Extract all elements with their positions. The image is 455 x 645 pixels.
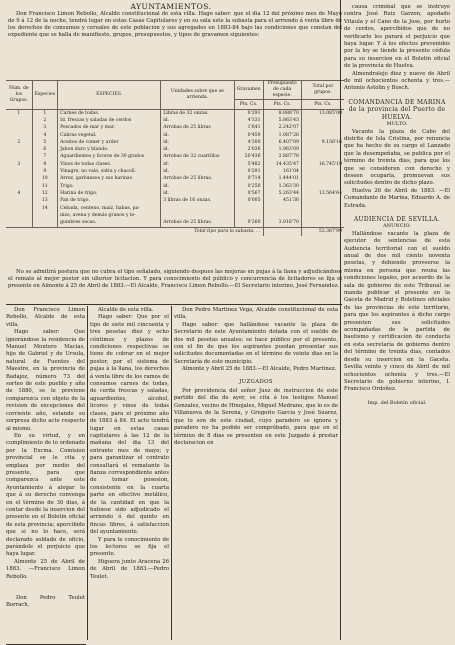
cell-especie-num: 13 (32, 198, 58, 205)
cell-unidad: id. (161, 117, 234, 124)
cell-especie-num: 6 (32, 146, 58, 153)
cell-especie: Cebada, centeno, maíz, habas, pa- (58, 205, 161, 212)
cell-total (301, 176, 344, 183)
cell-gravamen: 0'714 (234, 176, 263, 183)
cell-presupuesto (263, 205, 301, 212)
cell-grupo: 2 (17, 139, 21, 145)
total-value: 53.387'99 (301, 227, 344, 236)
cell-presupuesto: 161'04 (263, 168, 301, 175)
cell-unidad: id. (161, 161, 234, 168)
cell-total: 9.156'16 (301, 139, 344, 146)
cell-total (301, 168, 344, 175)
cell-especie: Id. frescas y saladas de cerdos (58, 117, 161, 124)
col3-body-2: Por providencia del señor Juez de instruccion de este partido del dia de ayer, se cita á los testigos Manuel Gonzalez, vecino de Hinojales, Miguel Medrano, que lo es de Villanueva de la Serena, y Gregorio Garcia y José Suarez, que lo son de este ciudad, cuyo paradero se ignora y paradero no ha podido ser compróbado, para que en el término de 8 dias se presenten en este Juzgado á prestar declaracion en (174, 388, 338, 446)
table-row (6, 168, 344, 175)
table-row (6, 125, 344, 132)
th-grupos: Núm. de los Grupos. (6, 81, 32, 110)
cell-especie-num: 11 (32, 183, 58, 190)
cell-total (301, 117, 344, 124)
cell-especie: Pescados de mar y mar. (58, 125, 161, 132)
cell-grupo (6, 132, 32, 139)
cell-presupuesto: 5.263'44 (263, 190, 301, 197)
cell-especie: gumbres secas. (58, 219, 161, 227)
col3-date: Almonte y Abril 25 de 1883.—El Alcalde, Pedro Martinez. (182, 366, 337, 373)
cell-presupuesto: 6.407'09 (263, 139, 301, 146)
section-juzgados: JUZGADOS (239, 378, 273, 385)
cell-especie-num: 3 (32, 125, 58, 132)
cell-unidad: id. (161, 168, 234, 175)
cell-presupuesto: 3.918'70 (263, 219, 301, 227)
cell-gravamen: 0'291 (234, 110, 263, 118)
cell-gravamen: 4'300 (234, 139, 263, 146)
cell-grupo (6, 205, 32, 212)
cell-unidad: id. (161, 183, 234, 190)
cell-especie: Pan de trigo. (58, 198, 161, 205)
cell-total (301, 205, 344, 212)
cell-gravamen: 0'567 (234, 190, 263, 197)
table-row (6, 176, 344, 183)
cell-total: 16.745'19 (301, 161, 344, 168)
total-spacer (263, 227, 301, 236)
th-total: Total por grupos. (301, 81, 344, 100)
cell-grupo (6, 198, 32, 205)
table-row (6, 198, 344, 205)
col1-date: Almonte 25 de Abril de 1883. —Francisco Limon Rebollo. (6, 558, 85, 580)
cell-total: 13.085'00 (301, 110, 344, 118)
printer-footer: Imp. del Boletín oficial. (367, 399, 427, 406)
table-row (6, 139, 344, 146)
cell-unidad: Arrobas de 25 libras. (161, 176, 234, 183)
closing-paragraph: No se admitirá postura que no cubra el tipo señalado, siguiendo despues las mejoras en pujas á la llana y adjudicándose el remate al mejor postor sin ulterior licitacion. Y para conocimiento del público y concurrencia de licitadores se fija el presente en Almonte á 25 de Abril de 1883.—El Alcalde, Francisco Limon Rebollo.—El Secretario interino, José Fernandez. (8, 269, 342, 289)
th-unidades: Unidades sobre que se arrienda. (161, 81, 234, 110)
col4-date: Almendralejo diez y nueve de Abril de mil ochocientos ochenta y tres.—Antonio Astolin y Bosch. (344, 70, 450, 92)
th-gravamen-sub: Pts. Cs. (234, 100, 263, 110)
cell-especie: Cabras vegetal. (58, 132, 161, 139)
table-row (6, 154, 344, 161)
col1-body: Hago saber: Que ignorándose la residencia de Manuel Montero Macias, hijo de Gabriel y de Ursula, natural de Fuentes del Maestre, en la provincia de Badajoz, número 73 del sorteo de este pueblo y año de 1880, se le previene comparezca con objeto de la revision de excepciones del corriente año, estando su sorpresa dicho acto respecto al mismo. (6, 329, 85, 432)
col2-body: Hago saber: Que por el tipo de siete mil cincuenta y tres pesetas diez y ocho céntimos y plazos de condiciones respectivas se tiene de cobrar en el mejor postor, por el sistema de pujas á la llana, los derechos á venta libre de los ramos de consumos carnes de todas, de cerda frescas y saladas, aguardientes, alcohol, licores y vinos de todas clases, para el próximo año de 1883 á 84. El acto tendrá lugar en estas casas capitulares á las 12 de la mañana del dia 13 del entrante mes de mayo; y para garantizar el contrato consultará el rematante la fianza correspondiente antes de tomar posesion, consistente en la cuarta parte en efectivo metálico, de la cantidad en que la hubiese sido adjudicado el arriendo ó del quinto en fincas libres, á satisfaccion del ayuntamiento. (90, 314, 169, 536)
cell-grupo (6, 183, 32, 190)
cell-grupo: 1 (17, 110, 21, 116)
cell-gravamen: 0'291 (234, 168, 263, 175)
cell-gravamen: 0'459 (234, 132, 263, 139)
cell-especie-num: 12 (32, 190, 58, 197)
cell-unidad: Arrobas de 25 libras (161, 125, 234, 132)
column-3 (174, 307, 338, 447)
table-row (6, 146, 344, 153)
divider-right-col (340, 0, 341, 640)
cell-gravamen: 1'641 (234, 125, 263, 132)
cell-unidad (161, 212, 234, 219)
cell-especie: Harina de trigo. (58, 190, 161, 197)
cell-grupo: 4 (17, 190, 21, 196)
cell-presupuesto: 2.242'07 (263, 125, 301, 132)
column-2 (90, 307, 169, 581)
cell-presupuesto: 5.863'43 (263, 117, 301, 124)
cell-especie-num: 4 (32, 132, 58, 139)
cell-total (301, 183, 344, 190)
cell-especie: Jabon duro y blando. (58, 146, 161, 153)
cell-total (301, 219, 344, 227)
cell-especie: Vinagre, no vale, sidra y chacolí. (58, 168, 161, 175)
cell-presupuesto: 2.887'78 (263, 154, 301, 161)
cell-total (301, 212, 344, 219)
price-table (6, 80, 344, 236)
cell-unidad: id. (161, 190, 234, 197)
th-presupuesto-sub: Pts. Cs. (263, 100, 301, 110)
total-label: Total tipo para la subasta. . . (6, 227, 263, 236)
cell-gravamen: 4'331 (234, 117, 263, 124)
cell-unidad (161, 205, 234, 212)
divider-top (6, 304, 342, 305)
cell-total (301, 125, 344, 132)
cell-presupuesto (263, 212, 301, 219)
cell-gravamen (234, 212, 263, 219)
cell-especie: Arroz, garbanzos y sus harinas (58, 176, 161, 183)
cell-gravamen: 0'260 (234, 219, 263, 227)
col2-heading: Alcalde de esta villa. (98, 307, 154, 313)
cell-grupo (6, 146, 32, 153)
th-gravamen: Gravamen (234, 81, 263, 100)
cell-grupo (6, 176, 32, 183)
column-4 (344, 4, 450, 407)
cell-presupuesto: 1.963'09 (263, 146, 301, 153)
col1-signature: Don Pedro Teulet Borrach, (6, 595, 85, 609)
cell-total (301, 132, 344, 139)
cell-unidad: Arrobas de 25 libras. (161, 219, 234, 227)
section-heading: AYUNTAMIENTOS. (130, 2, 212, 11)
title-comandancia: COMANDANCIA DE MARINA de la provincia del Puerto de HUELVA. (348, 98, 446, 121)
cell-gravamen: 5'482 (234, 161, 263, 168)
col4-body-2: Vacante la plaza de Cabo del distrito de Isla Cristina, por renuncia que ha hecho de su cargo el Lanzado que la desempeñaba, se publica por el término de treinta dias, para que los que se consideren con derecho y deseen ocuparla, promuevan sus solicitudes dentro de dicho plazo. (344, 128, 450, 187)
cell-grupo (6, 212, 32, 219)
cell-especie: Aguardientes y licores de 30 grados (58, 154, 161, 161)
cell-grupo (6, 117, 32, 124)
cell-especie-num: 9 (32, 168, 58, 175)
table-row (6, 205, 344, 212)
cell-especie-num: 1 (32, 110, 58, 118)
table-row (6, 132, 344, 139)
cell-unidad: id. (161, 132, 234, 139)
col3-body: Hago saber: que hallándose vacante la plaza de Secretario de este Ayuntamiento dotada con el sueldo de dos mil pesetas anuales; se hace público por el presente, con el fin de que los aspirantes puedan presentar sus solicitudes documentadas en el término de veinte dias en la Secretaría de este municipio. (174, 321, 338, 365)
table-row (6, 110, 344, 118)
subtitle-anuncio: ANUNCIO. (383, 223, 411, 230)
cell-gravamen: 20'436 (234, 154, 263, 161)
col2-body-2: Y para le conocimiento de los lectores se fija el presente. (90, 536, 169, 558)
cell-especie: Vinos de todas clases. (58, 161, 161, 168)
cell-gravamen: 0'250 (234, 183, 263, 190)
cell-unidad: 3 libras de 16 onzas. (161, 198, 234, 205)
cell-especie-num: 8 (32, 161, 58, 168)
col2-date: Higuera junto Aracena 26 de Abril de 1883.—Pedro Teulet. (90, 558, 169, 580)
th-presupuesto: Presupuesto de cada especie. (263, 81, 301, 100)
cell-grupo (6, 168, 32, 175)
table-row (6, 161, 344, 168)
cell-presupuesto: 1.363'30 (263, 183, 301, 190)
cell-unidad: id. (161, 139, 234, 146)
column-1 (6, 307, 85, 610)
th-especies: ESPECIES. (58, 81, 161, 110)
cell-especie-num (32, 212, 58, 219)
table-row (6, 117, 344, 124)
subtitle-multo: MULTO. (386, 121, 408, 128)
cell-especie: Trigo. (58, 183, 161, 190)
cell-presupuesto: 8.888'70 (263, 110, 301, 118)
cell-unidad: Libras de 32 onzas. (161, 110, 234, 118)
table-row (6, 190, 344, 197)
cell-gravamen: 0'005 (234, 198, 263, 205)
cell-unidad: id. (161, 146, 234, 153)
table-row (6, 183, 344, 190)
cell-grupo (6, 219, 32, 227)
cell-especie-num: 14 (32, 205, 58, 212)
cell-especie-num: 5 (32, 139, 58, 146)
cell-presupuesto: 14.435'47 (263, 161, 301, 168)
cell-especie: nizo, avena y demás granos y le- (58, 212, 161, 219)
cell-presupuesto: 451'36 (263, 198, 301, 205)
cell-total (301, 198, 344, 205)
cell-especie: Aceites de comer y arder (58, 139, 161, 146)
col4-body: causa criminal que se instruye contra José Ruiz Garzon, apodado Vitaula y el Cano de la Jose, por hurto de cerdos, apercibidos que de no verificarlo les parará el perjuicio que haya lugar. Y á los efectos prevenidos por la ley se tiende la presente cédula para su insercion en el Boletin oficial de la provincia de Huelva. (344, 4, 450, 70)
cell-presupuesto: 1.087'26 (263, 132, 301, 139)
th-especies-num: Especies (32, 81, 58, 110)
cell-total: 13.564'64 (301, 190, 344, 197)
divider-mid-col (171, 306, 172, 640)
cell-especie-num (32, 219, 58, 227)
divider-left-col (87, 306, 88, 640)
cell-total (301, 146, 344, 153)
col3-heading: Don Pedro Martinez Vega, Alcalde constitucional de esta villa. (174, 307, 338, 321)
intro-paragraph: Don Francisco Limon Rebollo, Alcalde constitucional de esta villa. Hago saber: que el dia 12 del próximo mes de Mayo de 9 á 12 de la noche, tendrá lugar en estas Casas Capitulares y en su sala este la subasta para el arriendo á venta libre de los derechos de consumos y cereales de este poblacion y sus agregados en 1883-84 bajo las condiciones que constan del expediente que se halla de manifiesto, grupos, presupuestos, y tipos de gravamen siguientes: (8, 11, 342, 38)
cell-presupuesto: 1.444'01 (263, 176, 301, 183)
th-total-sub: Pts. Cs. (301, 100, 344, 110)
cell-unidad: Arrobas de 32 cuartillos (161, 154, 234, 161)
cell-especie-num: 2 (32, 117, 58, 124)
cell-grupo (6, 154, 32, 161)
cell-especie: Carnes de todas. (58, 110, 161, 118)
cell-especie-num: 7 (32, 154, 58, 161)
cell-gravamen: 2'036 (234, 146, 263, 153)
col4-body-3: Hallándose vacante la plaza de ejecutor de sentencias de esta Audiencia territorial con el sueldo anual de dos mil ciento noventa pesetas, y debiendo proveerse la misma en persona que reuna las condiciones legales, por acuerdo de la sala de gobierno de este Tribunal se manda publicar el presente en la Gaceta de Madrid y Boletines oficiales de las provincias de este territorio, para que los aspirantes á dicho cargo presenten sus solicitudes acompañadas de la partida de bautismo y certificacion de conducta en esta secretaría de gobierno dentro del término de treinta dias, contados desde su insercion en la Gaceta. Sevilla veinte y cinco de Abril de mil ochocientos ochenta y tres.—El Secretario de gobierno interino, I. Francisco Ordoñez. (344, 230, 450, 393)
col1-body-2: En su virtud, y en cumplimiento de lo ordenado por la Excma. Comision provincial se le cita y emplaza por medio del presente, para que comparezca ante este Ayuntamiento á alegar lo que á su derecho convenga en el término de 30 dias, á contar desde la insercion del presente en el Boletin oficial de esta provincia; apercibido que si no lo hace, será declarado soldado de oficio, parándole el perjuicio que haya lugar. (6, 432, 85, 558)
col4-date-2: Huelva 26 de Abril de 1883. —El Comandante de Marina, Eduardo A. de Estrada. (344, 187, 450, 209)
cell-especie-num: 10 (32, 176, 58, 183)
table-row (6, 212, 344, 219)
table-row (6, 219, 344, 227)
cell-grupo: 3 (17, 161, 21, 167)
cell-grupo (6, 125, 32, 132)
cell-total (301, 154, 344, 161)
cell-gravamen (234, 205, 263, 212)
col1-heading: Don Francisco Limon Rebollo, Alcalde de esta villa. (6, 307, 85, 328)
title-audiencia: AUDIENCIA DE SEVILLA. (353, 215, 441, 223)
